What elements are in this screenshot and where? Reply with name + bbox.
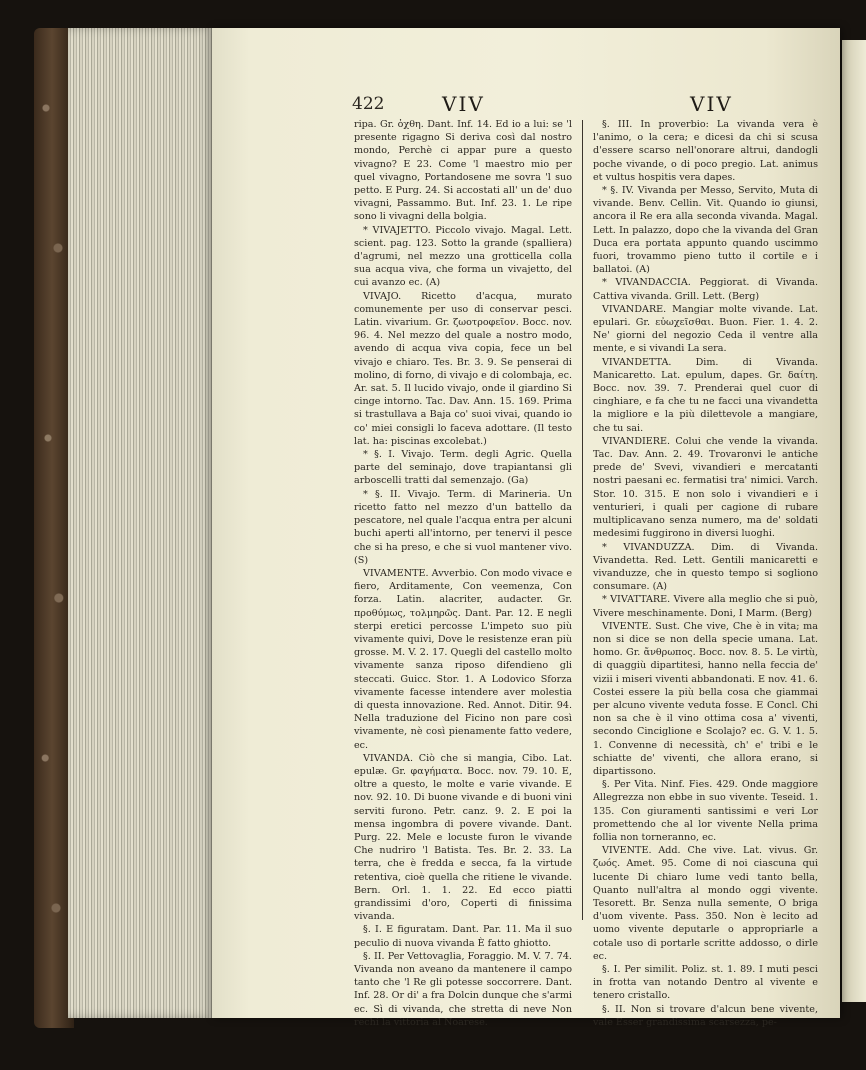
page-header <box>352 92 742 120</box>
entry: §. III. In proverbio: La vivanda vera è l'animo, o la cera; e dicesi da chi si scusa d'essere scarso nell'onorare altrui, dandogli poche vivande, o di poco pregio. Lat. animus et vultus hospitis vera dapes. <box>593 119 818 183</box>
entry: §. I. E figuratam. Dant. Par. 11. Ma il suo peculio di nuova vivanda È fatto ghiotto. <box>354 924 572 949</box>
left-column <box>354 118 572 1029</box>
entry: VIVAJO. Ricetto d'acqua, murato comunemente per uso di conservar pesci. Latin. vivarium. Gr. ζωοτροφεῖον. Bocc. nov. 96. 4. Nel mezzo del quale a nostro modo, avendo di acqua viva copia, fece un bel vivajo e chiaro. Tes. Br. 3. 9. Se penserai di molino, di forno, di vivajo e di colombaja, ec. Ar. sat. 5. Il lucido vivajo, onde il giardino Si cinge intorno. Tac. Dav. Ann. 15. 169. Prima si trastullava a Baja co' suoi vivai, quando io co' miei consigli lo faceva adottare. (Il testo lat. ha: piscinas excolebat.) <box>354 290 572 447</box>
entry: * §. II. Vivajo. Term. di Marineria. Un ricetto fatto nel mezzo d'un battello da pescatore, nel quale l'acqua entra per alcuni buchi aperti all'intorno, per tenervi il pesce che si ha preso, e che si vuol mantener vivo. (S) <box>354 488 572 566</box>
entry: VIVANDARE. Mangiar molte vivande. Lat. epulari. Gr. εὐωχεῖσθαι. Buon. Fier. 1. 4. 2. Ne' giorni del negozio Ceda il ventre alla mente, e si vivandi La sera. <box>593 303 818 355</box>
entry: §. I. Per similit. Poliz. st. 1. 89. I muti pesci in frotta van notando Dentro al vivente e tenero cristallo. <box>593 964 818 1002</box>
entry: * VIVATTARE. Vivere alla meglio che si può, Vivere meschinamente. Doni, I Marm. (Berg) <box>593 594 818 619</box>
entry: * §. IV. Vivanda per Messo, Servito, Muta di vivande. Benv. Cellin. Vit. Quando io giunsi, ancora il Re era alla seconda vivanda. Magal. Lett. In palazzo, dopo che la vivanda del Gran Duca era portata appunto quando uscimmo fuori, trovammo pieno tutto il cortile e i ballatoi. (A) <box>593 185 818 276</box>
entry: VIVENTE. Sust. Che vive, Che è in vita; ma non si dice se non della specie umana. Lat. homo. Gr. ἄνθρωπος. Bocc. nov. 8. 5. Le virtù, di quaggiù dipartitesi, hanno nella feccia de' vizii i miseri viventi abbandonati. E nov. 41. 6. Costei essere la più bella cosa che giammai per alcuno vivente veduta fosse. E Concl. Chi non sa che è il vino ottima cosa a' viventi, secondo Cinciglione e Scolajo? ec. G. V. 1. 5. 1. Convenne di necessità, ch' e' tribi e le schiatte de' viventi, che allora erano, si dipartissono. <box>593 620 818 777</box>
entry: VIVENTE. Add. Che vive. Lat. vivus. Gr. ζωός. Amet. 95. Come di noi ciascuna qui lucente Di chiaro lume vedi tanto bella, Quanto null'altra al mondo oggi vivente. Tesorett. Br. Senza nulla semente, O briga d'uom vivente. Pass. 350. Non è lecito ad uomo vivente deputarle o appropriarle a cotale uso di portarle scritte addosso, o dirle ec. <box>593 845 818 962</box>
entry: VIVANDETTA. Dim. di Vivanda. Manicaretto. Lat. epulum, dapes. Gr. δαίτη. Bocc. nov. 39. 7. Prenderai quel cuor di cinghiare, e fa che tu ne facci una vivandetta la migliore e la più dilettevole a mangiare, che tu sai. <box>593 356 818 434</box>
entry: §. Per Vita. Ninf. Fies. 429. Onde maggiore Allegrezza non ebbe in suo vivente. Teseid. 1. 135. Con giuramenti santissimi e veri Lor promettendo che al lor vivente Nella prima follia non torneranno, ec. <box>593 779 818 843</box>
entry: * VIVAJETTO. Piccolo vivajo. Magal. Lett. scient. pag. 123. Sotto la grande (spalliera) d'agrumi, nel mezzo una grotticella colla sua acqua viva, che forma un vivajetto, del cui avanzo ec. (A) <box>354 224 572 289</box>
facing-page-edge <box>842 40 866 1002</box>
entry: VIVANDIERE. Colui che vende la vivanda. Tac. Dav. Ann. 2. 49. Trovaronvi le antiche prede de' Svevi, vivandieri e mercatanti nostri paesani ec. fermatisi tra' nimici. Varch. Stor. 10. 315. E non solo i vivandieri e i venturieri, i quali per cagione di rubare multiplicavano senza numero, ma de' soldati medesimi fuggirono in diversi luoghi. <box>593 435 818 540</box>
page-number: 422 <box>352 94 385 114</box>
entry: §. II. Non si trovare d'alcun bene vivente, vale Esser grandissima scarsezza, pe- <box>593 1003 818 1028</box>
entry: * §. I. Vivajo. Term. degli Agric. Quella parte del seminajo, dove trapiantansi gli arboscelli tratti dal semenzajo. (Ga) <box>354 449 572 487</box>
entry: * VIVANDACCIA. Peggiorat. di Vivanda. Cattiva vivanda. Grill. Lett. (Berg) <box>593 277 818 302</box>
entry: VIVANDA. Ciò che si mangia, Cibo. Lat. epulæ. Gr. φαγήματα. Bocc. nov. 79. 10. E, oltre a questo, le molte e varie vivande. E nov. 92. 10. Di buone vivande e di buoni vini serviti furono. Petr. canz. 9. 2. E poi la mensa ingombra di povere vivande. Dant. Purg. 22. Mele e locuste furon le vivande Che nudriro 'l Batista. Tes. Br. 2. 33. La terra, che è fredda e secca, fa la virtude retentiva, cioè quella che ritiene le vivande. Bern. Orl. 1. 1. 22. Ed ecco piatti grandissimi d'oro, Coperti di finissima vivanda. <box>354 752 572 923</box>
left-running-head: VIV <box>442 92 485 116</box>
column-rule <box>582 120 583 920</box>
entry: * VIVANDUZZA. Dim. di Vivanda. Vivandetta. Red. Lett. Gentili manicaretti e vivanduzze, che in questo tempo si sogliono consumare. (A) <box>593 541 818 593</box>
entry: ripa. Gr. ὀχθη. Dant. Inf. 14. Ed io a lui: se 'l presente rigagno Si deriva così dal nostro mondo, Perchè ci appar pure a questo vivagno? E 23. Come 'l maestro mio per quel vivagno, Portandosene me sovra 'l suo petto. E Purg. 24. Si accostati all' un de' duo vivagni, Passammo. But. Inf. 23. 1. Le ripe sono li vivagni della bolgia. <box>354 119 572 223</box>
entry: VIVAMENTE. Avverbio. Con modo vivace e fiero, Arditamente, Con veemenza, Con forza. Latin. alacriter, audacter. Gr. προθύμως, τολμηρῶς. Dant. Par. 12. E negli sterpi eretici percosse L'impeto suo più vivamente quivi, Dove le resistenze eran più grosse. M. V. 2. 17. Quegli del castello molto vivamente sanza riposo difendieno gli steccati. Guicc. Stor. 1. A Lodovico Sforza vivamente facesse intendere aver molestia di questa innovazione. Red. Annot. Ditir. 94. Nella traduzione del Ficino non pare così vivamente, nè così pienamente fatto vedere, ec. <box>354 567 572 751</box>
right-running-head: VIV <box>690 92 733 116</box>
entry: §. II. Per Vettovaglia, Foraggio. M. V. 7. 74. Vivanda non aveano da mantenere il campo tanto che 'l Re gli potesse soccorrere. Dant. Inf. 28. Or di' a fra Dolcin dunque che s'armi ec. Sì di vivanda, che stretta di neve Non rechi la vittoria al Noarese. <box>354 950 572 1028</box>
right-column <box>593 118 818 1029</box>
page-edges <box>68 28 214 1018</box>
